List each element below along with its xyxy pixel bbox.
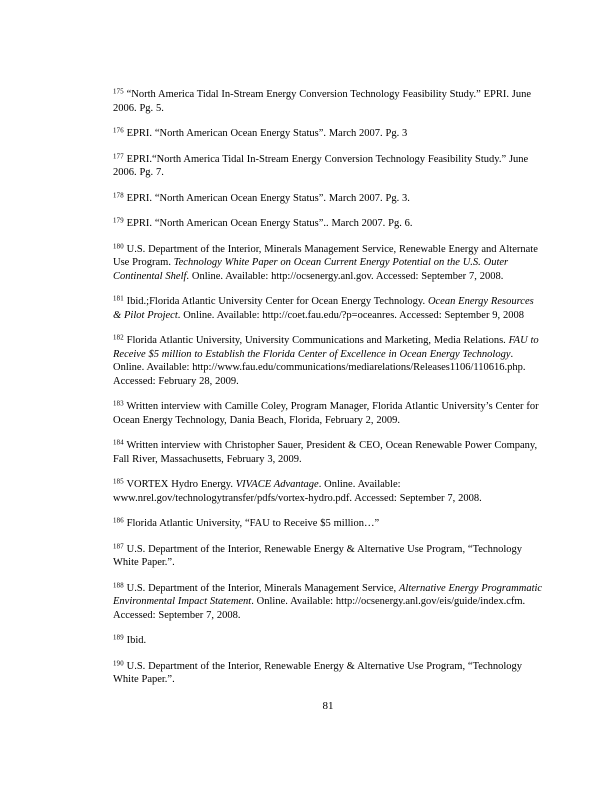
footnote	[113, 660, 543, 687]
footnote	[113, 295, 543, 322]
footnote-text: . Online. Available: http://ocsenergy.anl.gov. Accessed: September 7, 2008.	[186, 270, 504, 282]
footnote-text: Written interview with Camille Coley, Program Manager, Florida Atlantic University’s Center for Ocean Energy Technology, Dania Beach, Florida, February 2, 2009.	[113, 401, 539, 426]
footnote-text: EPRI. “North American Ocean Energy Status”. March 2007. Pg. 3	[126, 128, 408, 139]
footnote-text-italic: Alternative Energy Programmatic Environmental Impact Statement	[113, 582, 543, 607]
footnote-number: 183	[113, 400, 124, 408]
footnote	[113, 517, 543, 531]
footnote	[113, 243, 543, 284]
footnote-number: 189	[113, 634, 124, 642]
footnote-text: EPRI. “North American Ocean Energy Status”. March 2007. Pg. 3.	[126, 192, 410, 204]
footnote-text: U.S. Department of the Interior, Minerals Management Service, Renewable Energy and Alternate Use Program.	[113, 243, 538, 268]
footnote-text: U.S. Department of the Interior, Minerals Management Service,	[126, 582, 399, 594]
footnote	[113, 192, 543, 206]
footnote	[113, 217, 543, 231]
footnote-text: . Online. Available: http://coet.fau.edu/?p=oceanres. Accessed: September 9, 2008	[177, 309, 524, 321]
footnote-text-italic: Technology White Paper on Ocean Current Energy Potential on the U.S. Outer Continental Shelf	[113, 257, 509, 282]
footnote-text: Ibid.	[126, 635, 147, 646]
footnote-text-italic: FAU to Receive $5 million to Establish the Florida Center of Excellence in Ocean Energy Technology	[113, 335, 539, 360]
footnote-number: 186	[113, 517, 124, 525]
footnote	[113, 88, 543, 115]
footnote-text: EPRI. “North American Ocean Energy Status”.. March 2007. Pg. 6.	[126, 218, 413, 229]
footnote-text: Florida Atlantic University, “FAU to Receive $5 million…”	[126, 518, 380, 529]
footnote-number: 176	[113, 127, 124, 135]
footnote-number: 179	[113, 217, 124, 225]
footnote-text: Written interview with Christopher Sauer, President & CEO, Ocean Renewable Power Company, Fall River, Massachusetts, February 3, 2009.	[113, 440, 538, 465]
footnote-text: VORTEX Hydro Energy.	[126, 479, 236, 490]
footnote-number: 185	[113, 478, 124, 486]
footnote-number: 180	[113, 243, 124, 250]
footnote	[113, 543, 543, 570]
footnote	[113, 582, 543, 623]
footnote	[113, 634, 543, 648]
footnote-list	[113, 88, 543, 699]
footnote-text: U.S. Department of the Interior, Renewable Energy & Alternative Use Program, “Technology White Paper.”.	[113, 660, 522, 685]
footnote	[113, 400, 543, 427]
footnote-text: EPRI.“North America Tidal In-Stream Energy Conversion Technology Feasibility Study.” June 2006. Pg. 7.	[113, 153, 529, 178]
footnote	[113, 334, 543, 388]
footnote-text: . Online. Available: http://www.fau.edu/communications/mediarelations/Releases1106/110616.php. Accessed: February 28, 2009.	[113, 348, 526, 387]
footnote-text: “North America Tidal In-Stream Energy Conversion Technology Feasibility Study.” EPRI. June 2006. Pg. 5.	[113, 89, 532, 114]
footnote-text: . Online. Available: www.nrel.gov/technologytransfer/pdfs/vortex-hydro.pdf. Accessed: September 7, 2008.	[113, 479, 482, 504]
footnote-number: 190	[113, 660, 124, 667]
footnote-text: Florida Atlantic University, University Communications and Marketing, Media Relations.	[126, 335, 509, 346]
footnote-text-italic: VIVACE Advantage	[235, 479, 319, 490]
footnote-number: 184	[113, 439, 124, 447]
footnote-number: 188	[113, 582, 124, 589]
footnote	[113, 153, 543, 180]
footnote-number: 175	[113, 88, 124, 96]
footnote-text: . Online. Available: http://ocsenergy.anl.gov/eis/guide/index.cfm. Accessed: September 7, 2008.	[113, 596, 526, 621]
footnote-number: 182	[113, 334, 124, 342]
footnote-number: 181	[113, 295, 124, 303]
footnote-number: 178	[113, 192, 124, 199]
footnote-text: U.S. Department of the Interior, Renewable Energy & Alternative Use Program, “Technology White Paper.”.	[113, 543, 522, 568]
footnote-text-italic: Ocean Energy Resources & Pilot Project	[113, 296, 534, 321]
footnote-text: Ibid.;Florida Atlantic University Center for Ocean Energy Technology.	[126, 296, 428, 307]
footnote	[113, 439, 543, 466]
footnote-number: 187	[113, 543, 124, 550]
footnote-number: 177	[113, 153, 124, 160]
footnote	[113, 127, 543, 141]
footnote	[113, 478, 543, 505]
page-number: 81	[322, 700, 334, 712]
